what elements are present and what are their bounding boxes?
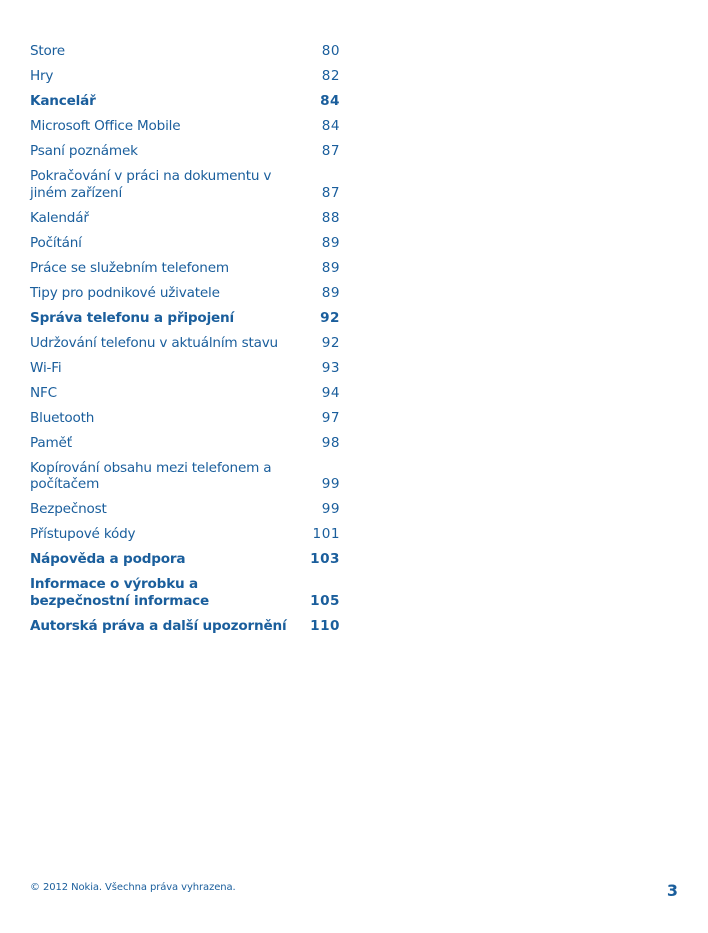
toc-section-heading[interactable] xyxy=(30,576,340,609)
toc-entry-page: 98 xyxy=(321,434,340,451)
toc-entry-page: 93 xyxy=(321,359,340,376)
toc-section-heading[interactable] xyxy=(30,551,340,568)
toc-entry[interactable] xyxy=(30,118,340,135)
toc-entry-page: 99 xyxy=(321,476,340,492)
toc-entry-title: Počítání xyxy=(30,234,82,251)
toc-entry-page: 87 xyxy=(321,143,340,159)
toc-entry-title: Bluetooth xyxy=(30,409,95,426)
toc-entry[interactable] xyxy=(30,435,340,452)
table-of-contents xyxy=(30,43,340,643)
toc-entry-title: Store xyxy=(30,43,65,59)
toc-entry-page: 89 xyxy=(321,234,340,251)
toc-entry-title: Psaní poznámek xyxy=(30,143,138,159)
toc-entry-page: 87 xyxy=(321,184,340,201)
toc-section-heading[interactable] xyxy=(30,618,340,635)
toc-entry-page: 92 xyxy=(320,309,340,326)
toc-entry[interactable] xyxy=(30,68,340,85)
toc-entry[interactable] xyxy=(30,335,340,352)
toc-entry-page: 89 xyxy=(321,259,340,276)
toc-entry-page: 80 xyxy=(321,43,340,59)
toc-entry-page: 97 xyxy=(321,409,340,426)
toc-entry[interactable] xyxy=(30,385,340,402)
toc-entry-page: 94 xyxy=(321,384,340,401)
toc-section-heading[interactable] xyxy=(30,93,340,110)
toc-entry-title: Kancelář xyxy=(30,93,96,109)
toc-entry-page: 84 xyxy=(320,93,340,109)
toc-entry[interactable] xyxy=(30,360,340,377)
toc-entry[interactable] xyxy=(30,501,340,518)
toc-entry-title: Pokračování v práci na dokumentu v jiném zařízení xyxy=(30,168,272,201)
toc-entry-page: 105 xyxy=(310,592,340,609)
toc-entry-title: Wi-Fi xyxy=(30,359,62,376)
toc-entry-page: 89 xyxy=(321,284,340,301)
toc-entry-title: Udržování telefonu v aktuálním stavu xyxy=(30,334,278,351)
copyright-footer: © 2012 Nokia. Všechna práva vyhrazena. xyxy=(30,882,236,893)
toc-entry-title: Paměť xyxy=(30,434,72,451)
toc-entry-title: NFC xyxy=(30,384,57,401)
toc-entry-title: Kopírování obsahu mezi telefonem a počítačem xyxy=(30,459,272,492)
toc-entry-title: Kalendář xyxy=(30,209,89,226)
toc-entry-page: 92 xyxy=(321,334,340,351)
toc-entry[interactable] xyxy=(30,235,340,252)
toc-entry[interactable] xyxy=(30,143,340,160)
toc-entry-title: Autorská práva a další upozornění xyxy=(30,617,287,634)
toc-entry-page: 84 xyxy=(321,118,340,134)
page-number: 3 xyxy=(666,881,678,900)
toc-entry-page: 99 xyxy=(321,501,340,517)
toc-entry[interactable] xyxy=(30,260,340,277)
toc-entry-title: Informace o výrobku a bezpečnostní informace xyxy=(30,576,210,609)
toc-entry-title: Microsoft Office Mobile xyxy=(30,118,181,134)
toc-entry-title: Tipy pro podnikové uživatele xyxy=(30,284,220,301)
toc-entry-title: Nápověda a podpora xyxy=(30,551,186,567)
toc-entry[interactable] xyxy=(30,285,340,302)
toc-entry-title: Práce se služebním telefonem xyxy=(30,259,229,276)
toc-entry[interactable] xyxy=(30,168,340,201)
toc-entry-page: 103 xyxy=(310,551,340,567)
toc-entry-page: 110 xyxy=(310,617,340,634)
toc-entry[interactable] xyxy=(30,410,340,427)
toc-entry-title: Bezpečnost xyxy=(30,501,107,517)
toc-entry-title: Přístupové kódy xyxy=(30,526,136,542)
toc-entry[interactable] xyxy=(30,43,340,60)
toc-entry-title: Hry xyxy=(30,68,54,84)
toc-entry[interactable] xyxy=(30,460,340,493)
toc-entry-title: Správa telefonu a připojení xyxy=(30,309,234,326)
toc-entry-page: 82 xyxy=(321,68,340,84)
toc-entry[interactable] xyxy=(30,210,340,227)
toc-entry-page: 101 xyxy=(312,526,340,542)
toc-entry-page: 88 xyxy=(321,209,340,226)
toc-section-heading[interactable] xyxy=(30,310,340,327)
toc-entry[interactable] xyxy=(30,526,340,543)
